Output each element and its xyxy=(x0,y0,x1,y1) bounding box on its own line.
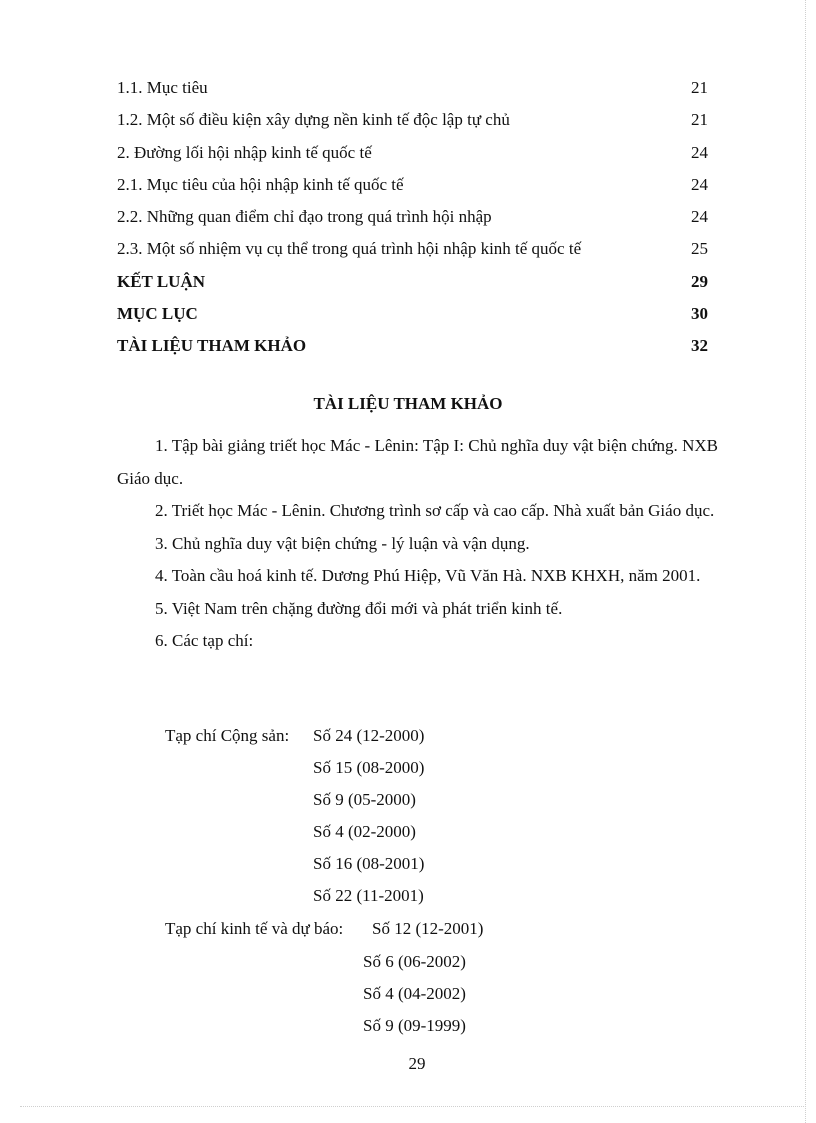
toc-entry-title: 1.1. Mục tiêu xyxy=(117,78,208,97)
toc-entry-page: 32 xyxy=(691,336,708,356)
reference-item: 5. Việt Nam trên chặng đường đổi mới và phát triển kinh tế. xyxy=(155,598,563,618)
reference-item: 2. Triết học Mác - Lênin. Chương trình sơ cấp và cao cấp. Nhà xuất bản Giáo dục. xyxy=(155,501,715,520)
toc-entry-page: 21 xyxy=(691,78,708,97)
magazine-issue: Số 9 (05-2000) xyxy=(313,790,416,809)
toc-entry-conclusion xyxy=(117,268,708,300)
page-border-bottom xyxy=(20,1106,806,1107)
toc-entry xyxy=(117,171,708,203)
references-list xyxy=(117,430,718,658)
table-of-contents xyxy=(117,74,708,365)
toc-entry-references xyxy=(117,332,708,364)
references-heading: TÀI LIỆU THAM KHẢO xyxy=(313,394,503,413)
magazine-issue: Số 9 (09-1999) xyxy=(363,1016,466,1035)
reference-item: 4. Toàn cầu hoá kinh tế. Dương Phú Hiệp, Vũ Văn Hà. NXB KHXH, năm 2001. xyxy=(155,566,701,585)
toc-entry-page: 24 xyxy=(691,207,708,227)
magazine-name: Tạp chí Cộng sản: xyxy=(165,726,290,745)
magazine-issue: Số 22 (11-2001) xyxy=(313,886,424,905)
magazine-issue: Số 4 (04-2002) xyxy=(363,984,466,1003)
magazine-issue: Số 12 (12-2001) xyxy=(372,919,484,938)
reference-item: 1. Tập bài giảng triết học Mác - Lênin: Tập I: Chủ nghĩa duy vật biện chứng. NXB Giáo dục. xyxy=(117,436,718,488)
toc-entry xyxy=(117,235,708,267)
magazine-issue: Số 6 (06-2002) xyxy=(363,952,466,971)
magazine-issue: Số 4 (02-2000) xyxy=(313,822,416,841)
toc-entry-title: 2. Đường lối hội nhập kinh tế quốc tế xyxy=(117,142,372,162)
toc-entry-title: KẾT LUẬN xyxy=(117,271,206,291)
toc-entry-page: 24 xyxy=(691,142,708,162)
toc-entry xyxy=(117,74,708,106)
reference-item: 6. Các tạp chí: xyxy=(155,631,254,650)
toc-entry-title: 1.2. Một số điều kiện xây dựng nền kinh tế độc lập tự chủ xyxy=(117,110,510,130)
toc-entry-page: 25 xyxy=(691,239,708,259)
toc-entry-title: 2.2. Những quan điểm chỉ đạo trong quá trình hội nhập xyxy=(117,207,492,227)
magazine-issue: Số 24 (12-2000) xyxy=(313,726,425,745)
toc-entry-title: 2.1. Mục tiêu của hội nhập kinh tế quốc tế xyxy=(117,174,404,194)
toc-entry-contents xyxy=(117,300,708,332)
toc-entry xyxy=(117,106,708,138)
toc-entry-page: 30 xyxy=(691,304,708,324)
toc-entry xyxy=(117,203,708,235)
page-border-right xyxy=(805,0,806,1123)
magazine-issue: Số 16 (08-2001) xyxy=(313,854,425,873)
reference-item: 3. Chủ nghĩa duy vật biện chứng - lý luận và vận dụng. xyxy=(155,533,530,553)
magazine-issue: Số 15 (08-2000) xyxy=(313,758,425,777)
toc-entry xyxy=(117,139,708,171)
toc-entry-title: TÀI LIỆU THAM KHẢO xyxy=(117,336,307,356)
page-number: 29 xyxy=(408,1054,426,1073)
toc-entry-title: MỤC LỤC xyxy=(117,304,198,324)
toc-entry-page: 29 xyxy=(691,271,708,291)
toc-entry-page: 21 xyxy=(691,110,708,130)
magazine-name: Tạp chí kinh tế và dự báo: xyxy=(165,919,344,938)
toc-entry-title: 2.3. Một số nhiệm vụ cụ thể trong quá trình hội nhập kinh tế quốc tế xyxy=(117,239,582,259)
toc-entry-page: 24 xyxy=(691,174,708,194)
